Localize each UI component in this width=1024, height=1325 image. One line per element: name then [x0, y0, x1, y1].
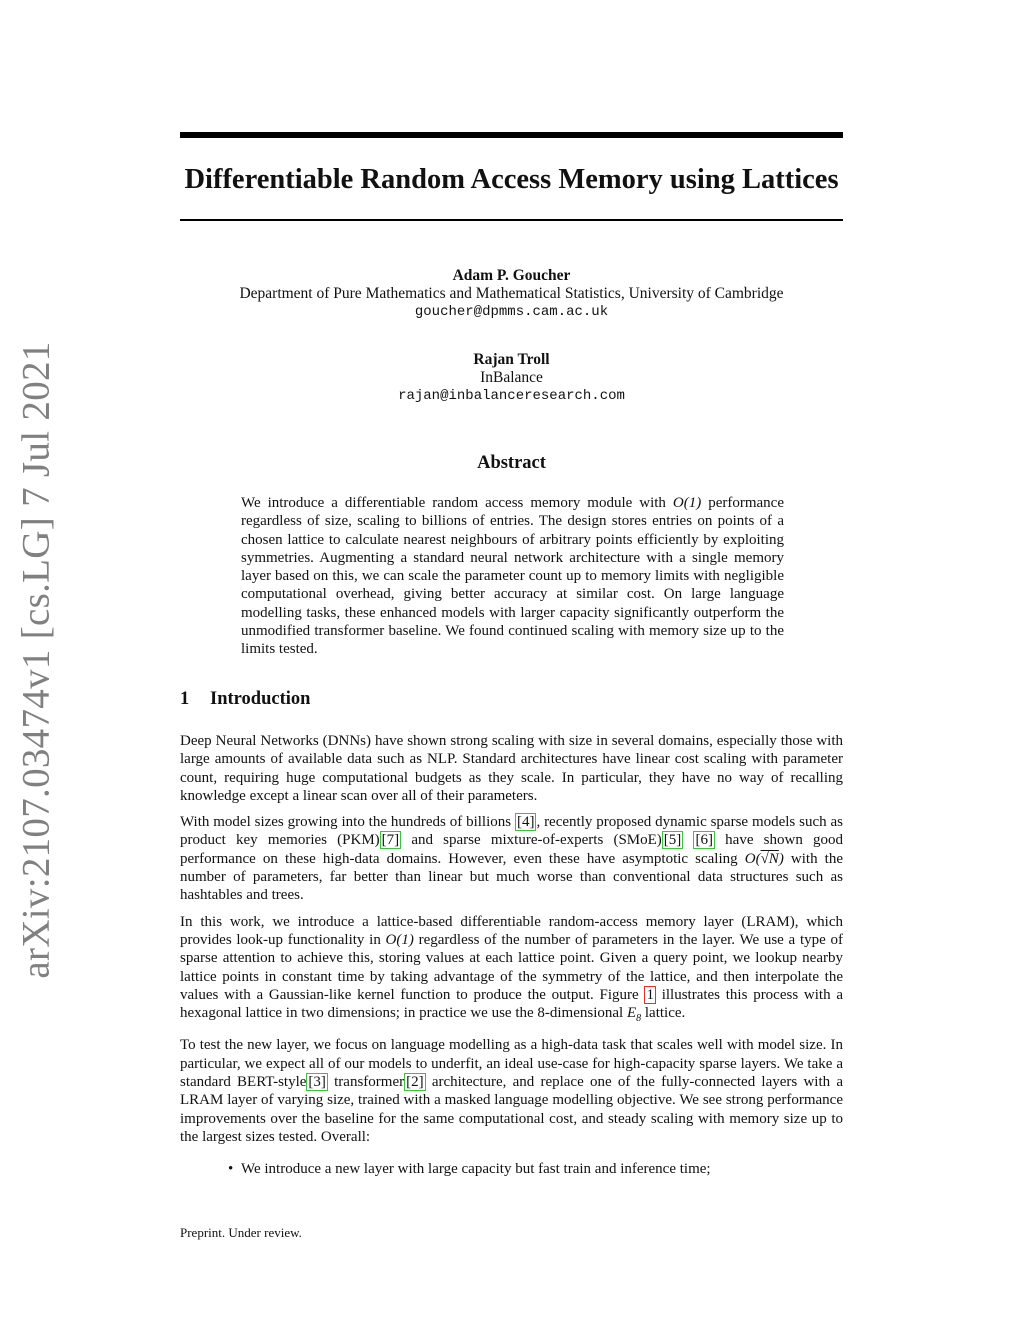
- citation-link[interactable]: [6]: [695, 832, 713, 849]
- citation-link[interactable]: [3]: [308, 1074, 326, 1091]
- abstract-math: O(1): [672, 495, 702, 511]
- title-bottom-rule: [180, 219, 843, 221]
- paragraph-2: With model sizes growing into the hundreds of billions [4] , recently proposed dynamic sparse models such as product key memories (PKM) [7] and sparse mixture-of-experts (SMoE) [5] [6] have shown good performance on these high-data domains. However, even these have asymptotic scaling O(√N) with the number of parameters, far better than linear but much worse than conventional data structures such as hashtables and trees.: [180, 814, 843, 904]
- citation-link[interactable]: [7]: [381, 832, 400, 849]
- author-name: Adam P. Goucher: [452, 267, 571, 284]
- page-footer: Preprint. Under review.: [180, 1225, 302, 1240]
- citation-link[interactable]: [4]: [516, 814, 535, 831]
- e8-lattice-math: $E_8$: [626, 1005, 642, 1025]
- figure-reference-link[interactable]: 1: [646, 986, 654, 1003]
- section-title: Introduction: [210, 689, 311, 709]
- paragraph-1: Deep Neural Networks (DNNs) have shown strong scaling with size in several domains, especially those with large amounts of available data such as NLP. Standard architectures have linear cost scaling with parameter count, requiring huge computational budgets as they scale. In particular, they have no way of recalling knowledge except a linear scan over all of their parameters.: [180, 733, 843, 804]
- paper-title: Differentiable Random Access Memory using Lattices: [184, 164, 839, 195]
- abstract-text: We introduce a differentiable random access memory module with O(1) performance regardless of size, scaling to billions of entries. The design stores entries on points of a chosen lattice to calculate nearest neighbours of arbitrary points efficiently by exploiting symmetries. Augmenting a standard neural network architecture with a single memory layer based on this, we can scale the parameter count up to memory limits with negligible computational overhead, giving better accuracy at similar cost. On large language modelling tasks, these enhanced models with larger capacity significantly outperform the unmodified transformer baseline. We found continued scaling with memory size up to the limits tested.: [241, 495, 784, 658]
- lookup-math: O(1): [385, 931, 414, 948]
- contribution-list: [180, 1160, 843, 1178]
- arxiv-identifier-stamp: arXiv:2107.03474v1 [cs.LG] 7 Jul 2021: [14, 341, 58, 979]
- author-email[interactable]: goucher@dpmms.cam.ac.uk: [414, 304, 609, 320]
- author-affiliation: Department of Pure Mathematics and Mathematical Statistics, University of Cambridge: [239, 285, 784, 302]
- list-item: • We introduce a new layer with large capacity but fast train and inference time;: [241, 1160, 843, 1178]
- scaling-math: O(√N): [744, 850, 784, 867]
- section-number: 1: [180, 689, 190, 709]
- author-block-2: [180, 351, 843, 405]
- citation-link[interactable]: [5]: [663, 832, 682, 849]
- author-block-1: [180, 267, 843, 321]
- author-email[interactable]: rajan@inbalanceresearch.com: [398, 388, 625, 404]
- author-affiliation: InBalance: [480, 369, 543, 386]
- paragraph-4: To test the new layer, we focus on language modelling as a high-data task that scales well with model size. In particular, we expect all of our models to underfit, an ideal use-case for high-capacity sparse layers. We take a standard BERT-style [3] transformer [2] architecture, and replace one of the fully-connected layers with a LRAM layer of varying size, trained with a masked language modelling objective. We see strong performance improvements over the baseline for the same computational cost, and steady scaling with memory size up to the largest sizes tested. Overall:: [180, 1037, 843, 1145]
- introduction-body: [180, 732, 843, 1179]
- citation-link[interactable]: [2]: [406, 1074, 424, 1091]
- section-heading-introduction: [180, 689, 310, 710]
- abstract-heading: Abstract: [477, 453, 546, 473]
- author-name: Rajan Troll: [473, 351, 550, 368]
- title-top-rule: [180, 132, 843, 138]
- paragraph-3: In this work, we introduce a lattice-based differentiable random-access memory layer (LRAM), which provides look-up functionality in O(1) regardless of the number of parameters in the layer. We use a type of sparse attention to achieve this, storing values at each lattice point. Given a query point, we lookup nearby lattice points in constant time by taking advantage of the symmetry of the lattice, and then interpolate the values with a Gaussian-like kernel function to produce the output. Figure 1 illustrates this process with a hexagonal lattice in two dimensions; in practice we use the 8-dimensional $E_8$ lattice.: [180, 913, 844, 1025]
